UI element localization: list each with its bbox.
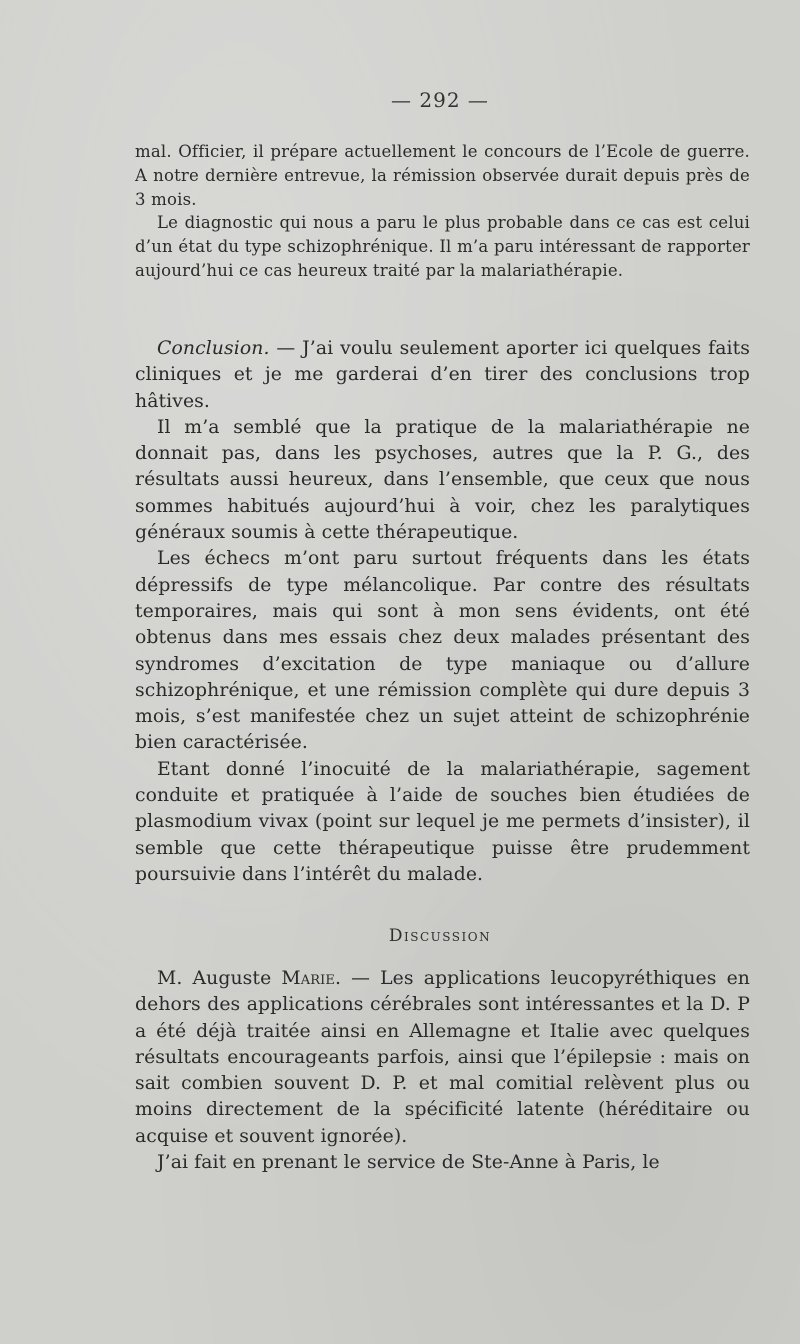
- discussion-paragraph-2: J’ai fait en prenant le service de Ste-Anne à Paris, le: [157, 1152, 660, 1174]
- discussion-section: [135, 966, 750, 1176]
- speaker-name: Marie: [281, 968, 335, 989]
- speaker-prefix: M. Auguste: [157, 968, 282, 989]
- conclusion-paragraph-1: [135, 336, 750, 415]
- conclusion-paragraph-4: Etant donné l’inocuité de la malariathérapie, sagement conduite et pratiquée à l’aide de souches bien étudiées de plasmodium vivax (point sur lequel je me permets d’insister), il semble que cette thérapeutique puisse être prudemment poursuivie dans l’intérêt du malade.: [135, 758, 750, 885]
- discussion-heading: Discussion: [388, 926, 492, 946]
- conclusion-intro-text: — J’ai voulu seulement aporter ici quelques faits cliniques et je me garderai d’en tirer des conclusions trop hâtives.: [135, 338, 750, 412]
- conclusion-label: Conclusion.: [157, 338, 270, 359]
- conclusion-section: [135, 336, 750, 888]
- discussion-paragraph-1: [135, 966, 750, 1150]
- conclusion-paragraph-3: Les échecs m’ont paru surtout fréquents dans les états dépressifs de type mélancolique. Par contre des résultats temporaires, mais qui sont à mon sens évidents, ont été obtenus dans mes essais chez deux malades présentant des syndromes d’excitation de type maniaque ou d’allure schizophrénique, et une rémission complète qui dure depuis 3 mois, s’est manifestée chez un sujet atteint de schizophrénie bien caractérisée.: [135, 548, 750, 754]
- conclusion-paragraph-2: Il m’a semblé que la pratique de la malariathérapie ne donnait pas, dans les psychoses, autres que la P. G., des résultats aussi heureux, dans l’ensemble, que ceux que nous sommes habitués aujourd’hui à voir, chez les paralytiques généraux soumis à cette thérapeutique.: [135, 416, 750, 544]
- case-report-text: [135, 140, 750, 283]
- page-number: — 292 —: [391, 88, 489, 112]
- discussion-text: . — Les applications leucopyréthiques en dehors des applications cérébrales sont intéressantes et la D. P a été déjà traitée ainsi en Allemagne et Italie avec quelques résultats encourageants parfois, ainsi que l’épilepsie : mais on sait combien souvent D. P. et mal comitial relèvent plus ou moins directement de la spécificité latente (héréditaire ou acquise et souvent ignorée).: [135, 968, 750, 1147]
- case-paragraph-1: mal. Officier, il prépare actuellement le concours de l’Ecole de guerre. A notre dernière entrevue, la rémission observée durait depuis près de 3 mois.: [135, 142, 750, 209]
- case-paragraph-2: Le diagnostic qui nous a paru le plus probable dans ce cas est celui d’un état du type schizophrénique. Il m’a paru intéressant de rapporter aujourd’hui ce cas heureux traité par la malariathérapie.: [135, 213, 750, 280]
